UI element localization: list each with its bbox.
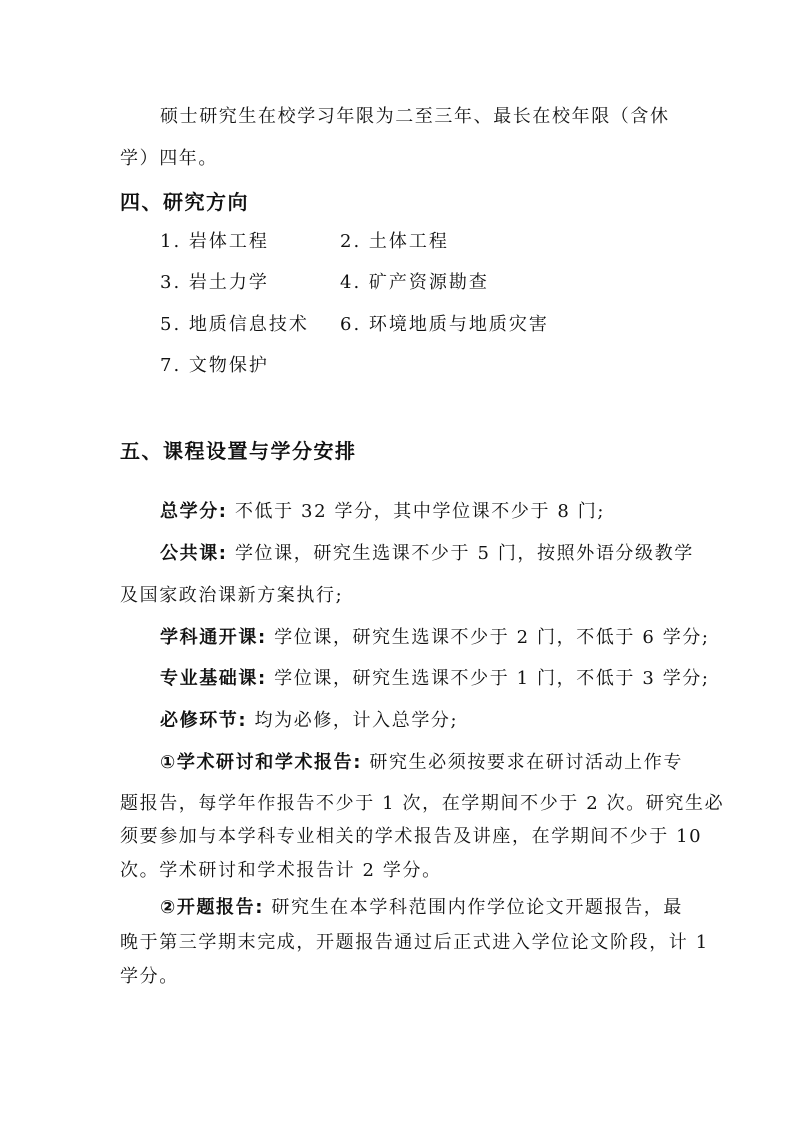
general-course-line (160, 621, 710, 655)
intro-line-2: 学）四年。 (120, 148, 218, 169)
proposal-line-3: 学分。 (120, 966, 179, 987)
seminar-line-2: 题报告，每学年作报告不少于 1 次，在学期间不少于 2 次。研究生必 (120, 793, 725, 814)
proposal-line-1 (160, 891, 683, 925)
major-course-text: 学位课，研究生选课不少于 1 门，不低于 3 学分; (274, 668, 710, 689)
total-credits-line (160, 495, 671, 529)
proposal-label: ②开题报告: (160, 897, 265, 918)
required-line (160, 704, 671, 738)
required-label: 必修环节: (160, 710, 248, 731)
seminar-line-4: 次。学术研讨和学术报告计 2 学分。 (120, 860, 442, 881)
major-course-label: 专业基础课: (160, 668, 267, 689)
public-course-label: 公共课: (160, 543, 228, 564)
required-text: 均为必修，计入总学分; (254, 710, 459, 731)
public-course-text: 学位课，研究生选课不少于 5 门，按照外语分级教学 (234, 543, 694, 564)
proposal-line-2: 晚于第三学期末完成，开题报告通过后正式进入学位论文阶段，计 1 (120, 932, 709, 953)
direction-item: 3. 岩土力学 (160, 272, 269, 293)
public-course-line-2: 及国家政治课新方案执行; (120, 585, 344, 606)
general-course-label: 学科通开课: (160, 627, 267, 648)
direction-item: 7. 文物保护 (160, 355, 269, 376)
general-course-text: 学位课，研究生选课不少于 2 门，不低于 6 学分; (274, 627, 710, 648)
direction-item: 4. 矿产资源勘查 (340, 272, 489, 293)
total-credits-label: 总学分: (160, 501, 228, 522)
seminar-label: ①学术研讨和学术报告: (160, 752, 363, 773)
direction-item: 2. 土体工程 (340, 231, 449, 252)
total-credits-text: 不低于 32 学分，其中学位课不少于 8 门; (234, 501, 606, 522)
public-course-line (160, 537, 694, 571)
direction-item: 1. 岩体工程 (160, 231, 269, 252)
section-4-heading: 四、研究方向 (120, 190, 249, 214)
direction-item: 6. 环境地质与地质灾害 (340, 314, 549, 335)
intro-line-1: 硕士研究生在校学习年限为二至三年、最长在校年限（含休 (160, 106, 670, 127)
major-course-line (160, 662, 710, 696)
proposal-text-1: 研究生在本学科范围内作学位论文开题报告，最 (271, 897, 683, 918)
seminar-text-1: 研究生必须按要求在研讨活动上作专 (369, 752, 683, 773)
seminar-line-3: 须要参加与本学科专业相关的学术报告及讲座，在学期间不少于 10 (120, 826, 703, 847)
section-5-heading: 五、课程设置与学分安排 (120, 439, 357, 463)
seminar-line-1 (160, 746, 683, 780)
direction-item: 5. 地质信息技术 (160, 314, 309, 335)
